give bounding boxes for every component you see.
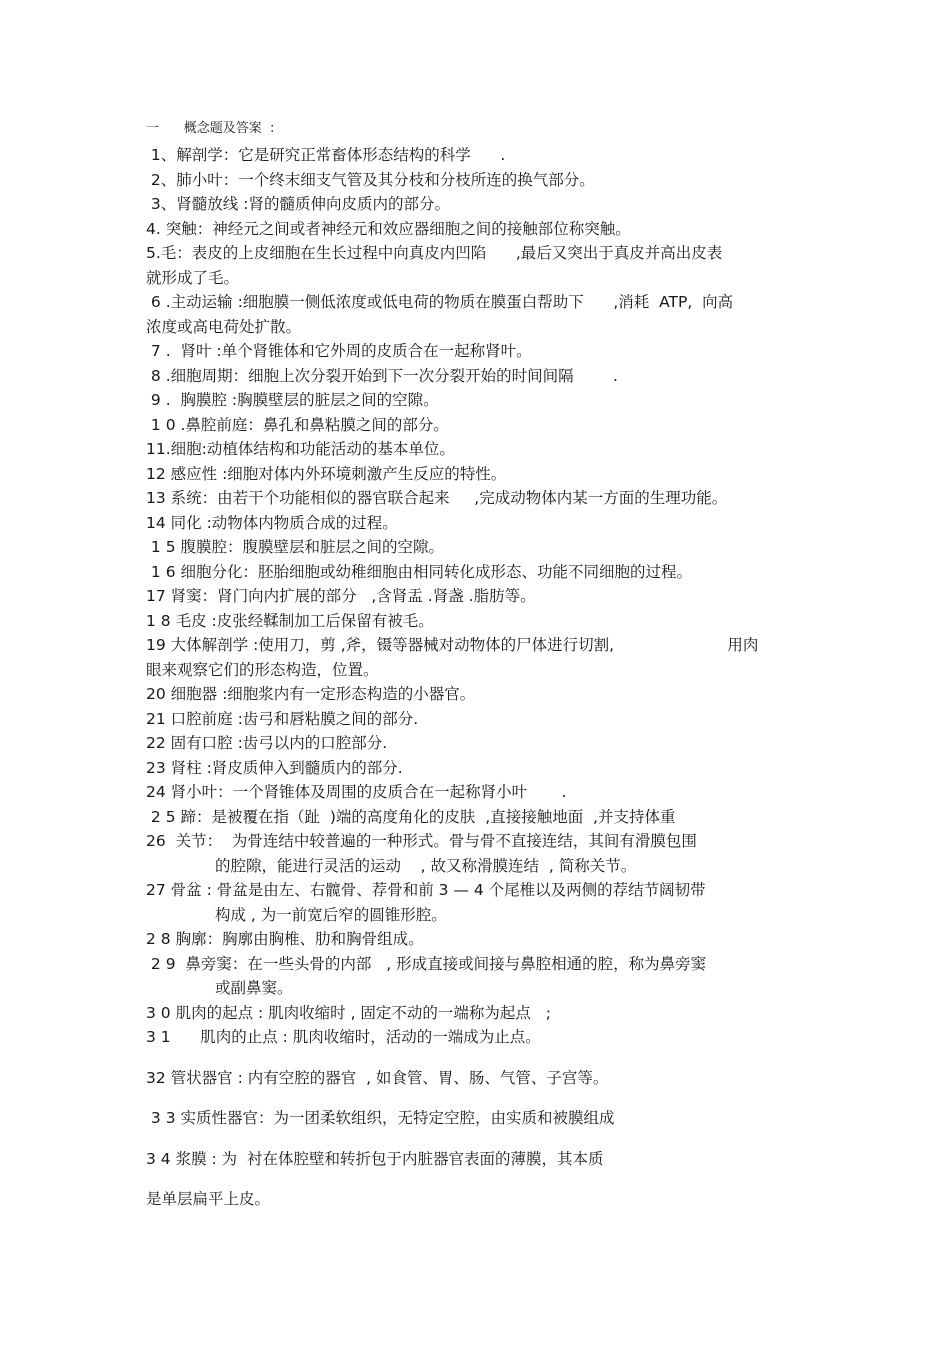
text-line: 17 肾窦：肾门向内扩展的部分 ,含肾盂 .肾盏 .脂肪等。 [146,587,536,605]
text-line: 26 关节： 为骨连结中较普遍的一种形式。骨与骨不直接连结，其间有滑膜包围 [146,832,697,850]
text-line: 3 4 浆膜 : 为 衬在体腔壁和转折包于内脏器官表面的薄膜，其本质 [146,1149,604,1168]
text-line: 20 细胞器 :细胞浆内有一定形态构造的小器官。 [146,685,476,703]
text-line: 1、解剖学：它是研究正常畜体形态结构的科学 . [146,146,506,164]
text-line: 14 同化 :动物体内物质合成的过程。 [146,513,398,532]
text-line: 3 1 肌肉的止点 : 肌肉收缩时，活动的一端成为止点。 [146,1028,541,1046]
text-line: 眼来观察它们的形态构造，位置。 [146,660,379,679]
text-line: 23 肾柱 :肾皮质伸入到髓质内的部分. [146,758,403,777]
text-line: 就形成了毛。 [146,268,240,287]
text-line: 3、肾髓放线 :肾的髓质伸向皮质内的部分。 [146,195,450,213]
text-line: 2、肺小叶：一个终末细支气管及其分枝和分枝所连的换气部分。 [146,170,595,189]
text-line: 2 8 胸廓：胸廓由胸椎、肋和胸骨组成。 [146,930,424,948]
text-line: 27 骨盆 : 骨盆是由左、右髋骨、荐骨和前 3 — 4 个尾椎以及两侧的荐结节阔韧带 [146,881,706,899]
text-line: 19 大体解剖学 :使用刀，剪 ,斧，镊等器械对动物体的尸体进行切割, 用肉 [146,636,759,654]
text-line: 32 管状器官 : 内有空腔的器官 , 如食管、胃、肠、气管、子宫等。 [146,1068,609,1087]
text-line: 2 9 鼻旁窦：在一些头骨的内部 , 形成直接或间接与鼻腔相通的腔，称为鼻旁窦 [146,954,707,973]
text-line: 3 0 肌肉的起点 : 肌肉收缩时 , 固定不动的一端称为起点 ; [146,1003,551,1022]
text-line: 9 . 胸膜腔 :胸膜壁层的脏层之间的空隙。 [146,391,439,409]
text-line: 11.细胞:动植体结构和功能活动的基本单位。 [146,440,455,458]
text-line: 是单层扁平上皮。 [146,1190,271,1208]
text-line: 4. 突触：神经元之间或者神经元和效应器细胞之间的接触部位称突触。 [146,219,631,238]
text-line: 12 感应性 :细胞对体内外环境刺激产生反应的特性。 [146,464,507,483]
text-line: 6 .主动运输 :细胞膜一侧低浓度或低电荷的物质在膜蛋白帮助下 ,消耗 ATP, 向高 [146,293,734,311]
text-line: 或副鼻窦。 [146,979,293,997]
text-line: 的腔隙，能进行灵活的运动 , 故又称滑膜连结 , 简称关节。 [146,856,637,875]
text-line: 8 .细胞周期：细胞上次分裂开始到下一次分裂开始的时间间隔 . [146,366,618,385]
text-line: 5.毛：表皮的上皮细胞在生长过程中向真皮内凹陷 ,最后又突出于真皮并高出皮表 [146,244,723,262]
text-line: 2 5 蹄：是被覆在指（趾 )端的高度角化的皮肤 ,直接接触地面 ,并支持体重 [146,807,676,826]
text-line: 1 8 毛皮 :皮张经鞣制加工后保留有被毛。 [146,611,434,630]
text-line: 13 系统：由若干个功能相似的器官联合起来 ,完成动物体内某一方面的生理功能。 [146,489,728,507]
text-line: 浓度或高电荷处扩散。 [146,317,302,336]
text-line: 24 肾小叶：一个肾锥体及周围的皮质合在一起称肾小叶 . [146,783,567,801]
document-body [146,143,816,1212]
text-line: 21 口腔前庭 :齿弓和唇粘膜之间的部分. [146,709,419,728]
text-line: 构成 , 为一前宽后窄的圆锥形腔。 [146,905,447,924]
text-line: 3 3 实质性器官：为一团柔软组织，无特定空腔，由实质和被膜组成 [146,1109,615,1127]
section-heading: 一 概念题及答案 : [146,121,275,136]
text-line: 1 6 细胞分化：胚胎细胞或幼稚细胞由相同转化成形态、功能不同细胞的过程。 [146,562,693,581]
text-line: 1 5 腹膜腔：腹膜壁层和脏层之间的空隙。 [146,538,445,556]
text-line: 22 固有口腔 :齿弓以内的口腔部分. [146,734,388,752]
text-line: 1 0 .鼻腔前庭：鼻孔和鼻粘膜之间的部分。 [146,415,449,434]
text-line: 7 . 肾叶 :单个肾锥体和它外周的皮质合在一起称肾叶。 [146,342,532,360]
